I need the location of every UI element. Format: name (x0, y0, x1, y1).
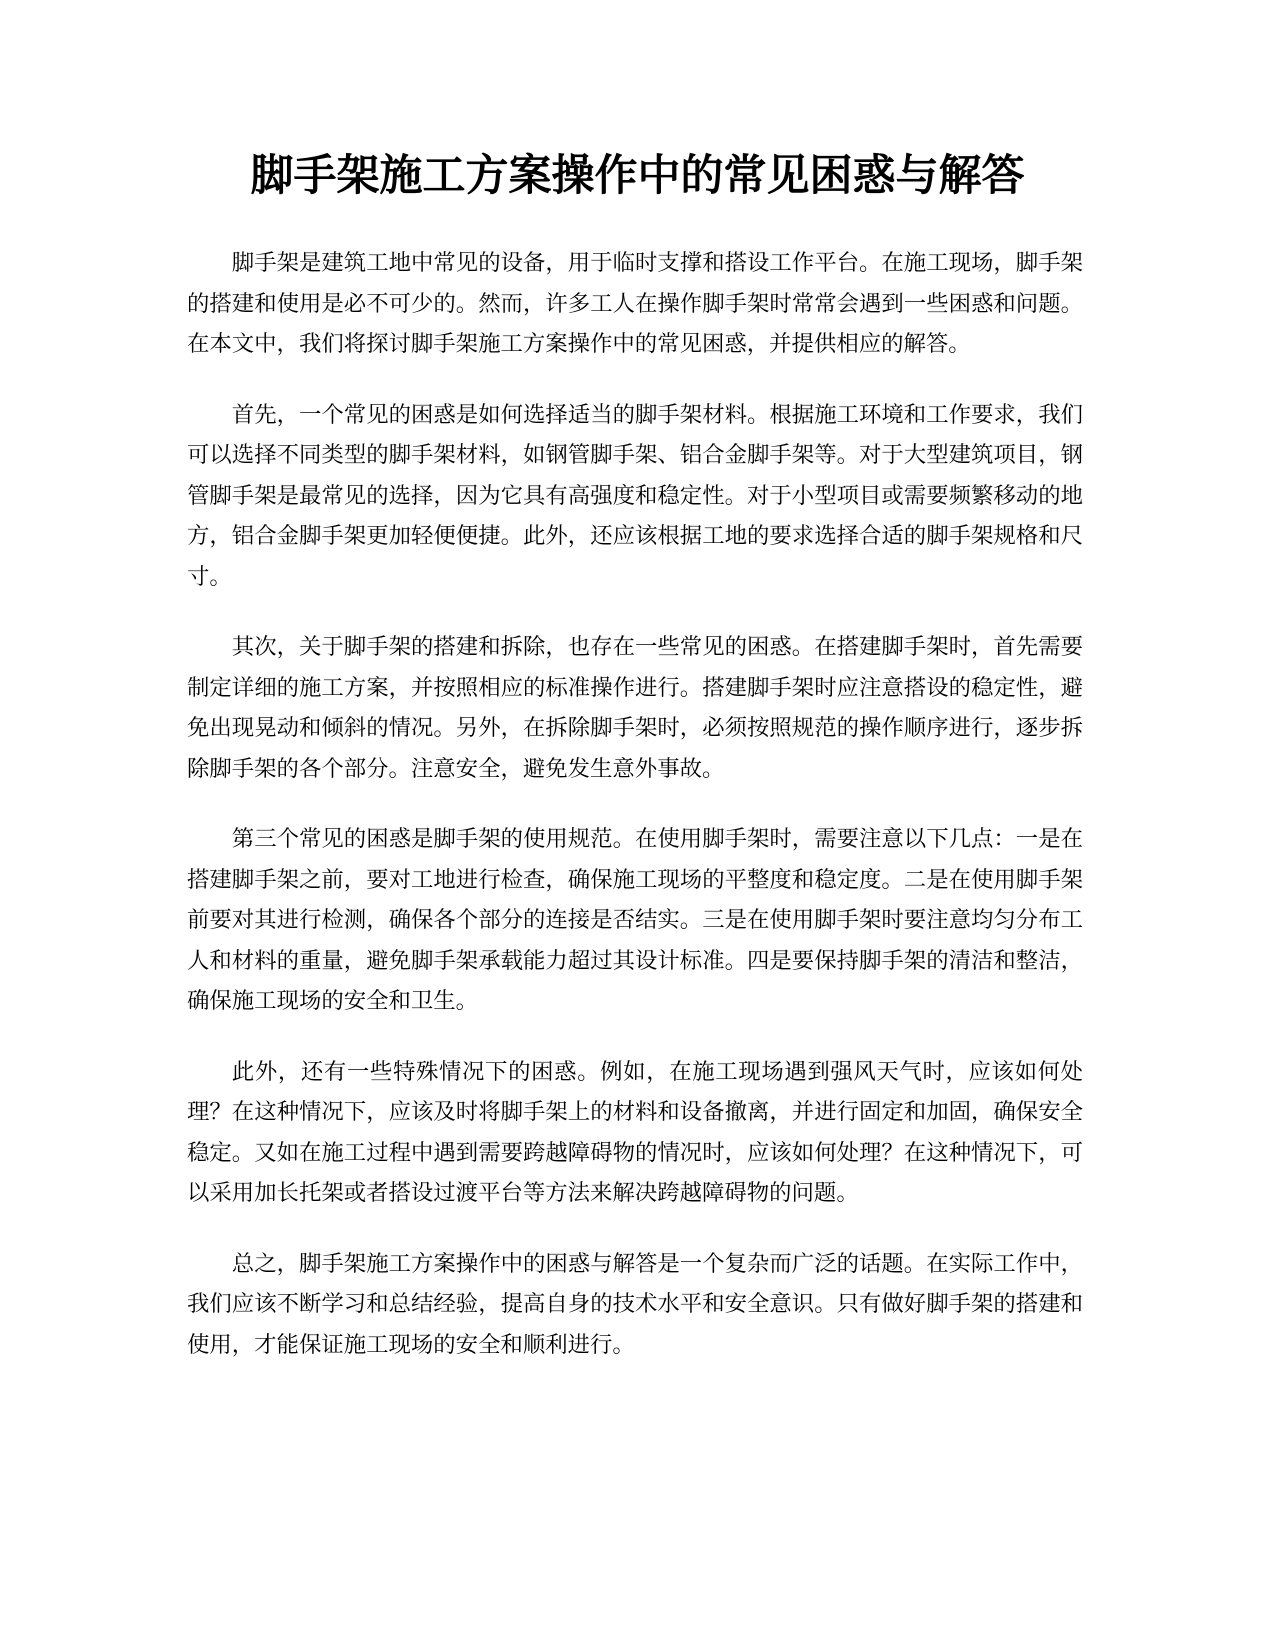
paragraph-usage-rules: 第三个常见的困惑是脚手架的使用规范。在使用脚手架时，需要注意以下几点：一是在搭建脚手架之前，要对工地进行检查，确保施工现场的平整度和稳定度。二是在使用脚手架前要对其进行检测，确保各个部分的连接是否结实。三是在使用脚手架时要注意均匀分布工人和材料的重量，避免脚手架承载能力超过其设计标准。四是要保持脚手架的清洁和整洁，确保施工现场的安全和卫生。 (187, 826, 1083, 1014)
paragraph-intro: 脚手架是建筑工地中常见的设备，用于临时支撑和搭设工作平台。在施工现场，脚手架的搭建和使用是必不可少的。然而，许多工人在操作脚手架时常常会遇到一些困惑和问题。在本文中，我们将探讨脚手架施工方案操作中的常见困惑，并提供相应的解答。 (187, 250, 1083, 357)
paragraph-assembly: 其次，关于脚手架的搭建和拆除，也存在一些常见的困惑。在搭建脚手架时，首先需要制定详细的施工方案，并按照相应的标准操作进行。搭建脚手架时应注意搭设的稳定性，避免出现晃动和倾斜的情况。另外，在拆除脚手架时，必须按照规范的操作顺序进行，逐步拆除脚手架的各个部分。注意安全，避免发生意外事故。 (187, 634, 1083, 782)
paragraph-special-cases: 此外，还有一些特殊情况下的困惑。例如，在施工现场遇到强风天气时，应该如何处理？在这种情况下，应该及时将脚手架上的材料和设备撤离，并进行固定和加固，确保安全稳定。又如在施工过程中遇到需要跨越障碍物的情况时，应该如何处理？在这种情况下，可以采用加长托架或者搭设过渡平台等方法来解决跨越障碍物的问题。 (187, 1058, 1083, 1206)
document-title: 脚手架施工方案操作中的常见困惑与解答 (250, 151, 1025, 201)
paragraph-materials: 首先，一个常见的困惑是如何选择适当的脚手架材料。根据施工环境和工作要求，我们可以选择不同类型的脚手架材料，如钢管脚手架、铝合金脚手架等。对于大型建筑项目，钢管脚手架是最常见的选择，因为它具有高强度和稳定性。对于小型项目或需要频繁移动的地方，铝合金脚手架更加轻便便捷。此外，还应该根据工地的要求选择合适的脚手架规格和尺寸。 (187, 401, 1083, 590)
paragraph-conclusion: 总之，脚手架施工方案操作中的困惑与解答是一个复杂而广泛的话题。在实际工作中，我们应该不断学习和总结经验，提高自身的技术水平和安全意识。只有做好脚手架的搭建和使用，才能保证施工现场的安全和顺利进行。 (187, 1250, 1083, 1358)
document-body (187, 243, 1083, 1395)
